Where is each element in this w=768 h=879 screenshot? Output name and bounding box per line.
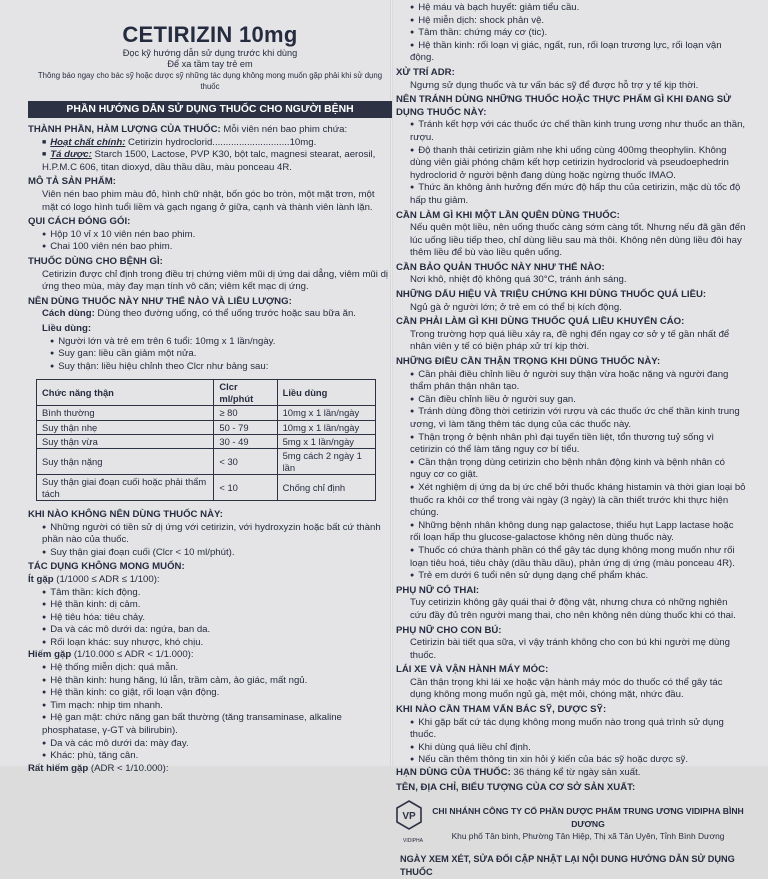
table-row xyxy=(37,434,376,448)
precautions-heading: NHỮNG ĐIỀU CẦN THẬN TRỌNG KHI DÙNG THUỐC NÀY: xyxy=(396,356,661,368)
table-cell: Suy thận vừa xyxy=(37,434,214,448)
table-cell: 10mg x 1 lần/ngày xyxy=(277,420,375,434)
side-effect-item: ● Hệ thống miễn dịch: quá mẫn. xyxy=(28,662,392,675)
company-logo-icon xyxy=(396,800,422,830)
table-cell: 30 - 49 xyxy=(214,434,277,448)
very-rare-label: Rất hiếm gặp xyxy=(28,762,89,774)
lactation-heading: PHỤ NỮ CHO CON BÚ: xyxy=(396,624,502,636)
driving-text: Cần thận trọng khi lái xe hoặc vận hành máy móc do thuốc có thể gây tác dụng không mong muốn ngủ gà, mệt mỏi, chóng mặt, nhức đầu. xyxy=(410,676,723,701)
composition-section xyxy=(28,124,392,174)
consult-item: ● Khi gặp bất cứ tác dụng không mong muốn nào trong quá trình sử dụng thuốc. xyxy=(396,717,746,742)
expiry-text: 36 tháng kể từ ngày sản xuất. xyxy=(510,767,641,779)
uncommon-range: (1/1000 ≤ ADR ≤ 1/100): xyxy=(53,573,160,585)
indications-text: Cetirizin được chỉ định trong điều trị chứng viêm mũi dị ứng dai dẳng, viêm mũi dị ứng theo mùa, mày đay mạn tính vô căn; viêm kết mạc dị ứng. xyxy=(42,268,389,293)
side-effects-heading: TÁC DỤNG KHÔNG MONG MUỐN: xyxy=(28,561,185,573)
manufacturer-block xyxy=(396,800,746,847)
dose-item: ● Người lớn và trẻ em trên 6 tuổi: 10mg x 1 lần/ngày. xyxy=(28,336,392,349)
side-effect-item: ● Khác: phù, tăng cân. xyxy=(28,750,392,763)
read-instructions-line: Đọc kỹ hướng dẫn sử dụng trước khi dùng xyxy=(122,48,298,58)
precaution-item: ● Cần điều chỉnh liều ở người suy gan. xyxy=(396,394,746,407)
table-header: Clcr ml/phút xyxy=(214,380,277,406)
dosage-heading: NÊN DÙNG THUỐC NÀY NHƯ THẾ NÀO VÀ LIỀU LƯỢNG: xyxy=(28,295,292,307)
very-rare-range: (ADR < 1/10.000): xyxy=(88,762,169,774)
consult-item: ● Khi dùng quá liều chỉ định. xyxy=(396,742,746,755)
precaution-item: ● Thuốc có chứa thành phần có thể gây tác dụng không mong muốn như rối loạn tiêu hoá, tiêu chảy (dầu thầu dầu), phản ứng dị ứng (màu ponceau 4R). xyxy=(396,545,746,570)
table-cell: < 10 xyxy=(214,475,277,501)
precaution-item: ● Cần phải điều chỉnh liều ở người suy thận vừa hoặc nặng và người đang thẩm phân thận nhân tạo. xyxy=(396,369,746,394)
avoid-item: ● Thức ăn không ảnh hưởng đến mức độ hấp thu của cetirizin, mặc dù tốc độ hấp thu giảm. xyxy=(396,182,746,207)
pregnancy-text: Tuy cetirizin không gây quái thai ở động vật, nhưng chưa có những nghiên cứu đầy đủ trên người mang thai, cho nên không nên dùng thuốc khi có thai. xyxy=(410,597,736,621)
avoid-heading: NÊN TRÁNH DÙNG NHỮNG THUỐC HOẶC THỰC PHẨM GÌ KHI ĐANG SỬ DỤNG THUỐC NÀY: xyxy=(396,94,732,118)
notice-line: Thông báo ngay cho bác sỹ hoặc dược sỹ những tác dụng không mong muốn gặp phải khi sử dụng thuốc xyxy=(37,71,383,91)
adr-heading: XỬ TRÍ ADR: xyxy=(396,66,455,78)
precaution-item: ● Xét nghiệm dị ứng da bị ức chế bởi thuốc kháng histamin và thời gian loại bỏ thuốc ra khỏi cơ thể trong vài ngày (3 ngày) là cần thiết trước khi thực hiện chúng. xyxy=(396,482,746,520)
driving-heading: LÁI XE VÀ VẬN HÀNH MÁY MÓC: xyxy=(396,664,549,676)
side-effect-item: ● Hệ thần kinh: rối loạn vị giác, ngất, run, rối loạn trương lực, rối loạn vận động. xyxy=(396,40,746,65)
table-cell: < 30 xyxy=(214,449,277,475)
contraindications-heading: KHI NÀO KHÔNG NÊN DÙNG THUỐC NÀY: xyxy=(28,508,223,520)
table-cell: Suy thận nhẹ xyxy=(37,420,214,434)
rare-label: Hiếm gặp xyxy=(28,649,72,661)
consult-item: ● Nếu cần thêm thông tin xin hỏi ý kiến của bác sỹ hoặc dược sỹ. xyxy=(396,754,746,767)
contraindication-item: ● Những người có tiền sử dị ứng với cetirizin, với hydroxyzin hoặc bất cứ thành phần nào của thuốc. xyxy=(28,522,392,547)
composition-intro: Mỗi viên nén bao phim chứa: xyxy=(220,124,348,135)
side-effect-item: ● Tâm thần: kích động. xyxy=(28,587,392,600)
precaution-item: ● Những bệnh nhân không dung nạp galactose, thiếu hụt Lapp lactase hoặc rối loạn hấp thu glucose-galactose không nên dùng thuốc này. xyxy=(396,520,746,545)
side-effect-item: ● Hệ tiêu hóa: tiêu chảy. xyxy=(28,612,392,625)
manufacturer-name: CHI NHÁNH CÔNG TY CỔ PHẦN DƯỢC PHẨM TRUNG ƯƠNG VIDIPHA BÌNH DƯƠNG xyxy=(432,805,744,829)
excipient-label: Tá dược: xyxy=(50,149,92,161)
table-row xyxy=(37,475,376,501)
dose-label: Liều dùng: xyxy=(42,322,92,334)
section-band: PHẦN HƯỚNG DẪN SỬ DỤNG THUỐC CHO NGƯỜI BỆNH xyxy=(28,101,392,118)
table-cell: Suy thận giai đoạn cuối hoặc phải thẩm tách xyxy=(37,475,214,501)
packaging-item: ● Chai 100 viên nén bao phim. xyxy=(28,241,392,254)
side-effect-item: ● Tâm thần: chứng máy cơ (tic). xyxy=(396,27,746,40)
missed-dose-text: Nếu quên một liều, nên uống thuốc càng sớm càng tốt. Nhưng nếu đã gần đến lúc uống liều tiếp theo, chỉ dùng liều sau mà thôi. Không nên dùng liều đôi hay thêm liều để bù vào liều quên uống. xyxy=(410,222,746,259)
side-effect-item: ● Hệ miễn dịch: shock phản vệ. xyxy=(396,15,746,28)
overdose-signs-heading: NHỮNG DẤU HIỆU VÀ TRIỆU CHỨNG KHI DÙNG THUỐC QUÁ LIỀU: xyxy=(396,289,707,301)
composition-heading: THÀNH PHẦN, HÀM LƯỢNG CỦA THUỐC: xyxy=(28,124,221,135)
table-row xyxy=(37,406,376,420)
overdose-action-heading: CẦN PHẢI LÀM GÌ KHI DÙNG THUỐC QUÁ LIỀU KHUYẾN CÁO: xyxy=(396,316,685,328)
overdose-signs-text: Ngủ gà ở người lớn; ở trẻ em có thể bị kích động. xyxy=(410,301,622,313)
renal-dose-table xyxy=(36,379,376,501)
table-cell: Suy thận nặng xyxy=(37,449,214,475)
table-cell: Chống chỉ định xyxy=(277,475,375,501)
product-title: CETIRIZIN 10mg xyxy=(122,22,298,47)
usage-label: Cách dùng: xyxy=(42,308,95,320)
dose-item: ● Suy thận: liều hiệu chỉnh theo Clcr như bảng sau: xyxy=(28,361,392,374)
uncommon-label: Ít gặp xyxy=(28,573,54,585)
table-header-row xyxy=(37,380,376,406)
manufacturer-text xyxy=(430,805,746,843)
table-cell: 5mg x 1 lần/ngày xyxy=(277,434,375,448)
missed-dose-heading: CẦN LÀM GÌ KHI MỘT LẦN QUÊN DÙNG THUỐC: xyxy=(396,209,620,221)
side-effect-item: ● Da và các mô dưới da: mày đay. xyxy=(28,738,392,751)
side-effect-item: ● Rối loạn khác: suy nhược, khó chịu. xyxy=(28,637,392,650)
left-column xyxy=(28,0,392,775)
right-column xyxy=(396,2,746,879)
side-effect-item: ● Hệ thần kinh: hung hăng, lú lẫn, trầm cảm, ảo giác, mất ngủ. xyxy=(28,675,392,688)
table-cell: Bình thường xyxy=(37,406,214,420)
consult-heading: KHI NÀO CẦN THAM VẤN BÁC SỸ, DƯỢC SỸ: xyxy=(396,704,607,716)
packaging-item: ● Hộp 10 vỉ x 10 viên nén bao phim. xyxy=(28,229,392,242)
side-effect-item: ● Hệ máu và bạch huyết: giảm tiểu cầu. xyxy=(396,2,746,15)
table-row xyxy=(37,449,376,475)
side-effect-item: ● Tim mạch: nhịp tim nhanh. xyxy=(28,700,392,713)
table-header: Chức năng thận xyxy=(37,380,214,406)
rare-range: (1/10.000 ≤ ADR < 1/1.000): xyxy=(71,649,194,661)
avoid-item: ● Tránh kết hợp với các thuốc ức chế thần kinh trung ương như thuốc an thần, rượu. xyxy=(396,119,746,144)
review-date-line: NGÀY XEM XÉT, SỬA ĐỔI CẬP NHẬT LẠI NỘI DUNG HƯỚNG DẪN SỬ DỤNG THUỐC xyxy=(400,854,735,877)
side-effect-item: ● Hệ thần kinh: dị cảm. xyxy=(28,599,392,612)
keep-away-line: Để xa tầm tay trẻ em xyxy=(167,59,253,69)
active-text: Cetirizin hydroclorid.............................10mg. xyxy=(125,136,317,148)
table-cell: ≥ 80 xyxy=(214,406,277,420)
logo-caption: VIDIPHA xyxy=(402,837,423,844)
pregnancy-heading: PHỤ NỮ CÓ THAI: xyxy=(396,584,480,596)
description-heading: MÔ TẢ SẢN PHẨM: xyxy=(28,176,116,188)
table-header: Liều dùng xyxy=(277,380,375,406)
precaution-item: ● Tránh dùng đồng thời cetirizin với rượu và các thuốc ức chế thần kinh trung ương, vì làm tăng thêm tác dụng của các thuốc này. xyxy=(396,406,746,431)
table-row xyxy=(37,420,376,434)
lactation-text: Cetirizin bài tiết qua sữa, vì vậy tránh không cho con bú khi người mẹ dùng thuốc. xyxy=(410,637,730,661)
precaution-item: ● Cần thận trọng dùng cetirizin cho bệnh nhân động kinh và bệnh nhân có nguy cơ co giật. xyxy=(396,457,746,482)
table-cell: 10mg x 1 lần/ngày xyxy=(277,406,375,420)
side-effect-item: ● Da và các mô dưới da: ngứa, ban da. xyxy=(28,624,392,637)
description-text: Viên nén bao phim màu đỏ, hình chữ nhật, bốn góc bo tròn, một mặt trơn, một mặt có logo hình tuổi liềm và gạch ngang ở giữa, cạnh và thành viên lành lặn. xyxy=(42,188,375,213)
storage-text: Nơi khô, nhiệt độ không quá 30°C, tránh ánh sáng. xyxy=(410,274,627,286)
precaution-item: ● Trẻ em dưới 6 tuổi nên sử dụng dạng chế phẩm khác. xyxy=(396,570,746,583)
precaution-item: ● Thận trọng ở bệnh nhân phì đại tuyến tiền liệt, tổn thương tuỷ sống vì cetirizin có thể làm tăng nguy cơ bí tiểu. xyxy=(396,432,746,457)
dose-item: ● Suy gan: liều cần giảm một nửa. xyxy=(28,348,392,361)
table-cell: 50 - 79 xyxy=(214,420,277,434)
avoid-item: ● Độ thanh thải cetirizin giảm nhẹ khi uống cùng 400mg theophylin. Không dùng viên giải phóng chậm kết hợp cetirizin hydroclorid và pseudoephedrin hydroclorid ở người bệnh đang dùng hoặc ngừng thuốc IMAO. xyxy=(396,145,746,183)
packaging-heading: QUI CÁCH ĐÓNG GÓI: xyxy=(28,216,131,228)
contraindication-item: ● Suy thận giai đoạn cuối (Clcr < 10 ml/phút). xyxy=(28,547,392,560)
side-effect-item: ● Hệ gan mật: chức năng gan bất thường (tăng transaminase, alkaline phosphatase, γ-GT và bilirubin). xyxy=(28,712,392,737)
side-effect-item: ● Hệ thần kinh: co giật, rối loạn vận động. xyxy=(28,687,392,700)
storage-heading: CẦN BẢO QUẢN THUỐC NÀY NHƯ THẾ NÀO: xyxy=(396,261,605,273)
manufacturer-address: Khu phố Tân bình, Phường Tân Hiệp, Thị xã Tân Uyên, Tỉnh Bình Dương xyxy=(451,831,725,842)
usage-text: Dùng theo đường uống, có thể uống trước hoặc sau bữa ăn. xyxy=(94,308,356,320)
excipient-text: Starch 1500, Lactose, PVP K30, bột talc, magnesi stearat, aerosil, H.P.M.C 606, titan dioxyd, dầu thầu dầu, màu ponceau 4R. xyxy=(42,149,376,173)
expiry-heading: HẠN DÙNG CỦA THUỐC: xyxy=(396,767,511,779)
active-label: Hoạt chất chính: xyxy=(50,136,126,148)
table-cell: 5mg cách 2 ngày 1 lần xyxy=(277,449,375,475)
svg-text:VP: VP xyxy=(402,811,416,823)
manufacturer-heading: TÊN, ĐỊA CHỈ, BIỂU TƯỢNG CỦA CƠ SỞ SẢN XUẤT: xyxy=(396,781,636,793)
vidipha-logo xyxy=(396,800,430,847)
overdose-action-text: Trong trường hợp quá liều xảy ra, đề nghị đến ngay cơ sở y tế gần nhất để nhân viên y tế có biện pháp xử trí kịp thời. xyxy=(410,328,730,353)
indications-heading: THUỐC DÙNG CHO BỆNH GÌ: xyxy=(28,255,163,267)
adr-text: Ngưng sử dụng thuốc và tư vấn bác sỹ để được hỗ trợ y tế kịp thời. xyxy=(410,79,699,91)
